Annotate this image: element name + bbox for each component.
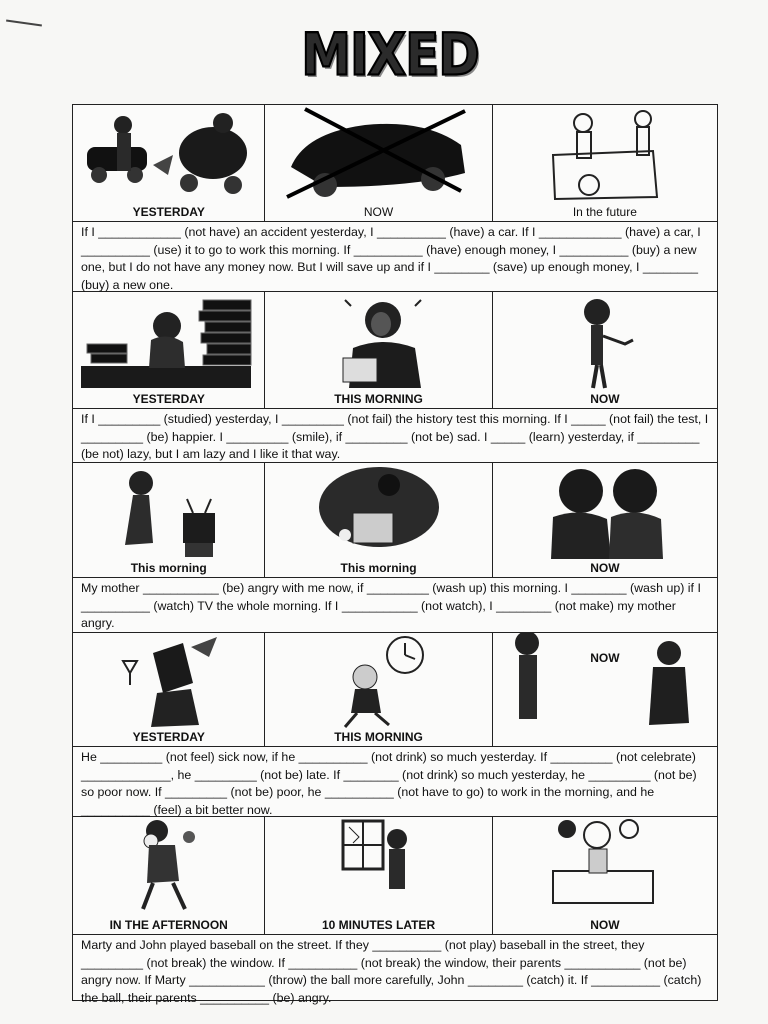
new-car-dealer-picture [493,105,718,205]
caption: In the future [572,205,637,219]
car-accident-picture [73,105,266,205]
caption: NOW [590,651,620,665]
watching-tv-picture [73,463,266,561]
running-late-picture [265,633,493,729]
picture-cell-sick [493,633,717,746]
caption: NOW [363,205,394,219]
picture-cell-now-2 [493,292,717,408]
picture-cell-baseball [73,817,265,934]
exercise-text-2: If I _________ (studied) yesterday, I _________ (not fail) the history test this morning. If I _____ (not fail) the test, I _________ (be) happier. I _________ (smile), if _________ (not be) sad. I _____ (learn) yesterday, if _________ (be not) lazy, but I am lazy and I like it that way. [73,409,717,463]
scan-mark [6,20,42,27]
page-title: MIXED [301,21,479,89]
picture-row-2 [73,292,717,409]
upset-girl-picture [265,292,493,392]
picture-cell-dishes [265,463,492,577]
picture-cell-wrecked-car [265,105,492,221]
party-man-picture [73,633,266,729]
picture-row-1 [73,105,717,222]
caption: THIS MORNING [334,730,423,744]
exercise-text-3: My mother ___________ (be) angry with me now, if _________ (wash up) this morning. I ________ (wash up) if I __________ (watch) TV the whole morning. If I ___________ (not watch), I ________ (not make) my mother angry. [73,578,717,633]
worksheet-table [72,104,718,1005]
picture-cell-future [493,105,717,221]
picture-cell-tv [73,463,265,577]
sick-men-picture [493,633,718,729]
caption: YESTERDAY [132,392,205,406]
picture-cell-parents [493,817,717,934]
picture-cell-failed-test [265,292,492,408]
caption: THIS MORNING [334,392,423,406]
picture-cell-studying [73,292,265,408]
picture-row-5 [73,817,717,935]
picture-cell-window [265,817,492,934]
angry-mother-picture [493,463,718,561]
caption: This morning [340,561,417,575]
messy-kitchen-picture [265,463,493,561]
exercise-text-4: He _________ (not feel) sick now, if he __________ (not drink) so much yesterday. If _________ (not celebrate) _____________, he _________ (not be) late. If ________ (not drink) so much yesterday, he _________ (not be) so poor now. If _________ (not be) poor, he __________ (not have to go) to work in the morning, and he __________ (feel) a bit better now. [73,747,717,817]
angry-parents-picture [493,817,718,917]
picture-cell-late [265,633,492,746]
exercise-text-1: If I ____________ (not have) an accident yesterday, I __________ (have) a car. If I ____________ (have) a car, I __________ (use) it to go to work this morning. If __________ (have) enough money, I __________ (buy) a new one, but I do not have any money now. But I will save up and if I ________ (save) up enough money, I ________ (buy) a new one. [73,222,717,292]
picture-cell-angry-mother [493,463,717,577]
caption: NOW [590,561,620,575]
sad-girl-picture [493,292,718,392]
broken-window-picture [265,817,493,917]
picture-row-4 [73,633,717,747]
picture-row-3 [73,463,717,578]
caption: NOW [590,392,620,406]
baseball-player-picture [73,817,266,917]
exercise-text-5: Marty and John played baseball on the street. If they __________ (not play) baseball in the street, they _________ (not break) the window. If __________ (not break) the window, their parents ___________ (not be) angry now. If Marty ___________ (throw) the ball more carefully, John ________ (catch) it. If __________ (catch) the ball, their parents __________ (be) angry. [81,938,702,1005]
caption: NOW [590,918,620,932]
caption: 10 MINUTES LATER [321,918,436,932]
caption: This morning [130,561,207,575]
picture-cell-party [73,633,265,746]
caption: YESTERDAY [132,730,205,744]
caption: YESTERDAY [132,205,205,219]
wrecked-car-picture [265,105,493,205]
caption: IN THE AFTERNOON [109,918,228,932]
student-books-picture [73,292,266,392]
picture-cell-accident [73,105,265,221]
